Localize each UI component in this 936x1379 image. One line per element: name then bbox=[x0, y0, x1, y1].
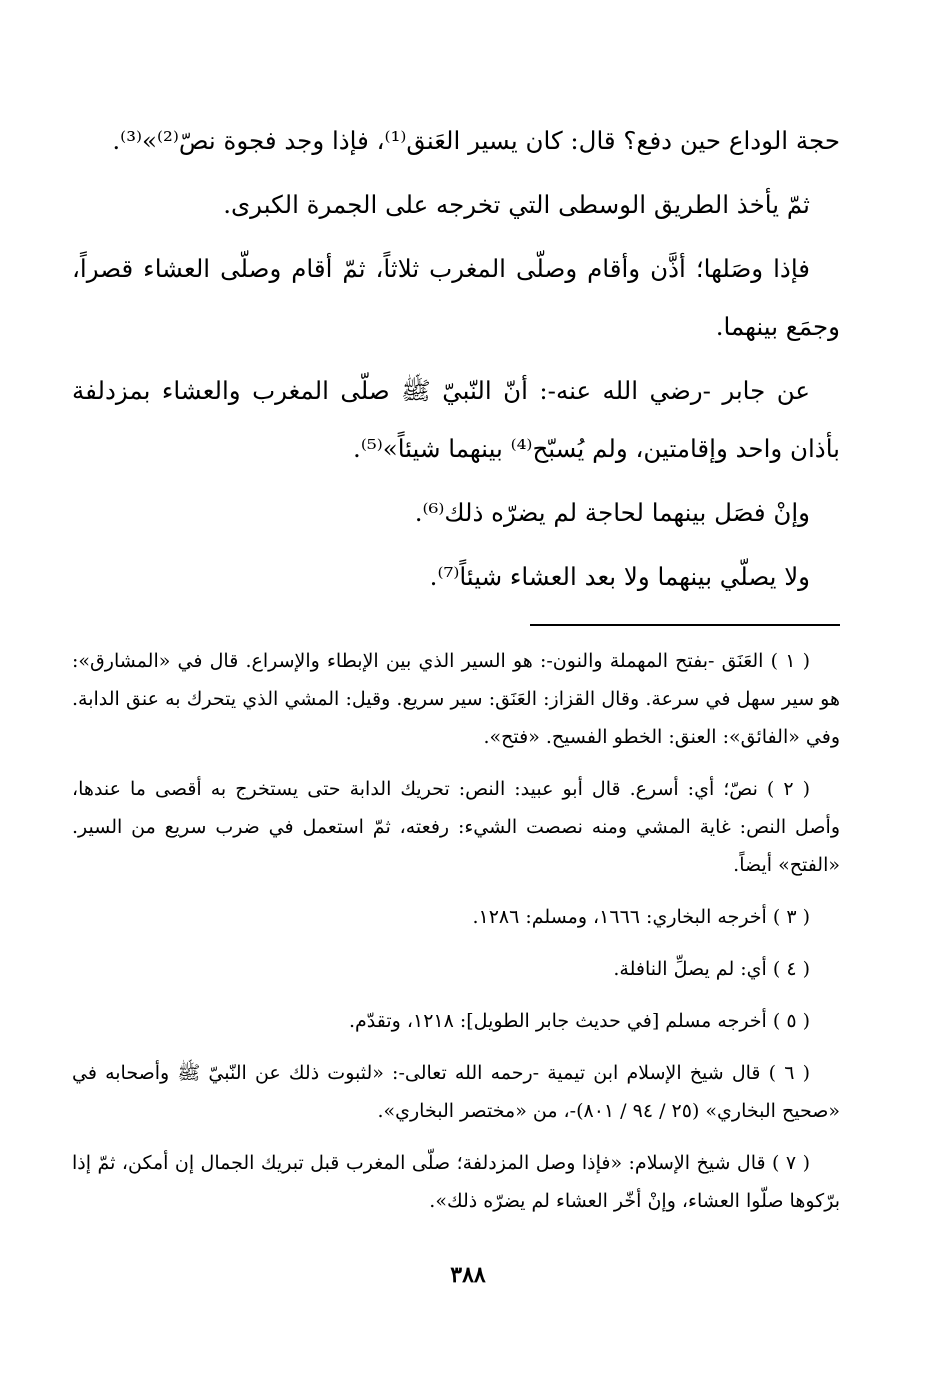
footnote: ( ٧ ) قال شيخ الإسلام: «فإذا وصل المزدلفة؛ صلّى المغرب قبل تبريك الجمال إن أمكن، ثمّ إذا برّكوها صلّوا العشاء، وإنْ أخّر العشاء لم يضرّه ذلك». bbox=[72, 1152, 840, 1212]
main-paragraph: عن جابر -رضي الله عنه-: أنّ النّبيّ ﷺ صلّى المغرب والعشاء بمزدلفة بأذان واحد وإقامتين، ولم يُسبّح⁽⁴⁾ بينهما شيئاً»⁽⁵⁾. bbox=[72, 376, 840, 463]
footnote: ( ٤ ) أي: لم يصلِّ النافلة. bbox=[613, 958, 810, 980]
main-paragraph: ولا يصلّي بينهما ولا بعد العشاء شيئاً⁽⁷⁾. bbox=[429, 562, 810, 591]
footnote-divider bbox=[530, 624, 840, 626]
main-paragraph: وإنْ فصَل بينهما لحاجة لم يضرّه ذلك⁽⁶⁾. bbox=[414, 498, 810, 527]
main-paragraph: حجة الوداع حين دفع؟ قال: كان يسير العَنق⁽¹⁾، فإذا وجد فجوة نصّ⁽²⁾»⁽³⁾. bbox=[112, 126, 840, 155]
footnote: ( ٢ ) نصّ؛ أي: أسرع. قال أبو عبيد: النص: تحريك الدابة حتى يستخرج به أقصى ما عندها، وأصل النص: غاية المشي ومنه نصصت الشيء: رفعته، ثمّ استعمل في ضرب سريع من السير. «الفتح» أيضاً. bbox=[72, 778, 840, 876]
footnote: ( ٥ ) أخرجه مسلم [في حديث جابر الطويل]: ١٢١٨، وتقدّم. bbox=[348, 1010, 810, 1032]
footnote: ( ٣ ) أخرجه البخاري: ١٦٦٦، ومسلم: ١٢٨٦. bbox=[472, 906, 810, 928]
main-paragraph: ثمّ يأخذ الطريق الوسطى التي تخرجه على الجمرة الكبرى. bbox=[223, 190, 810, 219]
main-paragraph: فإذا وصَلها؛ أذَّن وأقام وصلّى المغرب ثلاثاً، ثمّ أقام وصلّى العشاء قصراً، وجمَع بينهما. bbox=[72, 254, 840, 341]
footnote: ( ٦ ) قال شيخ الإسلام ابن تيمية -رحمه الله تعالى-: «لثبوت ذلك عن النّبيّ ﷺ وأصحابه في «صحيح البخاري» (٢٥ / ٩٤ / ٨٠١)-، من «مختصر البخاري». bbox=[72, 1062, 840, 1122]
footnote: ( ١ ) العَنَق -بفتح المهملة والنون-: هو السير الذي بين الإبطاء والإسراع. قال في «المشارق»: هو سير سهل في سرعة. وقال القزاز: العَنَق: سير سريع. وقيل: المشي الذي يتحرك به عنق الدابة. وفي «الفائق»: العنق: الخطو الفسيح. «فتح». bbox=[72, 650, 840, 748]
footnotes bbox=[72, 642, 840, 1220]
main-text bbox=[72, 112, 840, 606]
book-page bbox=[72, 112, 840, 1234]
page-number: ٣٨٨ bbox=[450, 1262, 486, 1288]
